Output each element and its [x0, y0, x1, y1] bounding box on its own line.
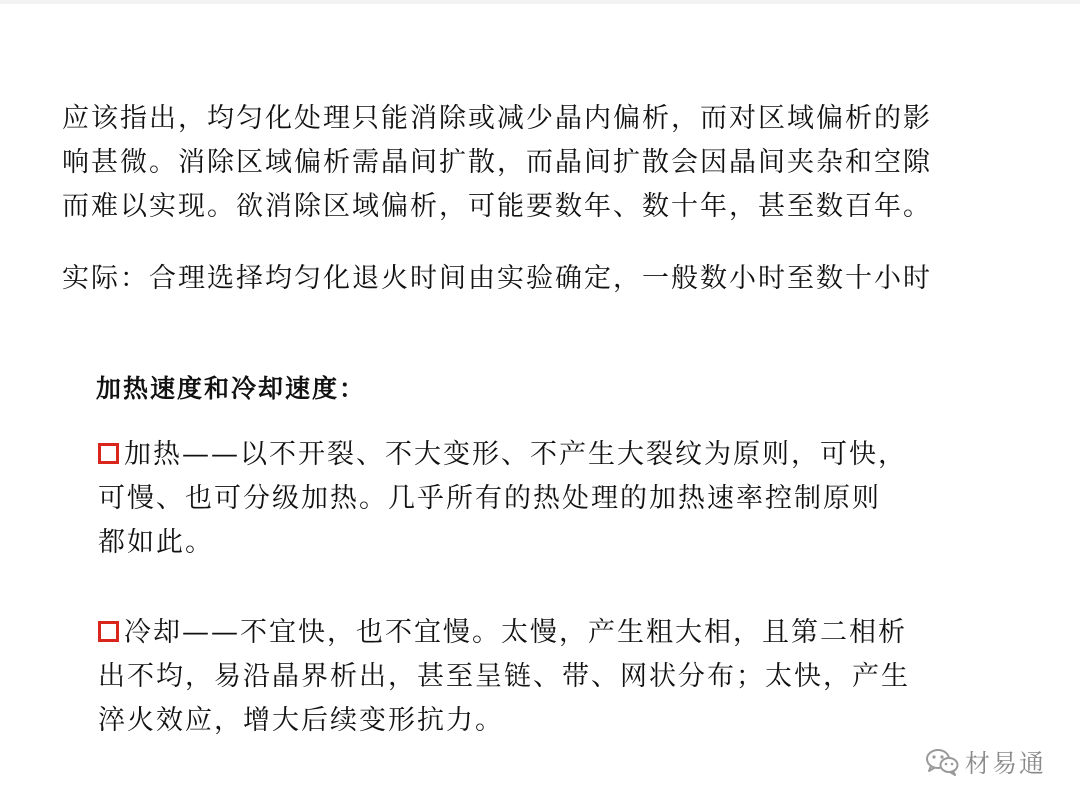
- cooling-block: [98, 611, 910, 743]
- section-title: 加热速度和冷却速度：: [96, 374, 367, 403]
- watermark-text: 材易通: [964, 749, 1046, 778]
- heating-line-text: 加热——以不开裂、不大变形、不产生大裂纹为原则，可快，: [124, 439, 907, 470]
- heating-block: [98, 433, 907, 565]
- heating-line: [98, 433, 907, 477]
- intro-line: 应该指出，均匀化处理只能消除或减少晶内偏析，而对区域偏析的影: [62, 103, 932, 134]
- heating-line: 都如此。: [98, 527, 214, 558]
- practice-line: 实际：合理选择均匀化退火时间由实验确定，一般数小时至数十小时: [62, 263, 932, 294]
- intro-line: 响甚微。消除区域偏析需晶间扩散，而晶间扩散会因晶间夹杂和空隙: [62, 147, 932, 178]
- intro-line: 而难以实现。欲消除区域偏析，可能要数年、数十年，甚至数百年。: [62, 191, 932, 222]
- cooling-line-text: 冷却——不宜快，也不宜慢。太慢，产生粗大相，且第二相析: [124, 617, 907, 648]
- square-bullet-icon: [98, 443, 119, 464]
- top-border: [0, 0, 1080, 4]
- wechat-icon: [925, 748, 959, 776]
- cooling-line: 出不均，易沿晶界析出，甚至呈链、带、网状分布；太快，产生: [98, 661, 910, 692]
- cooling-line: 淬火效应，增大后续变形抗力。: [98, 705, 504, 736]
- heating-line: 可慢、也可分级加热。几乎所有的热处理的加热速率控制原则: [98, 483, 881, 514]
- practice-paragraph: [62, 257, 932, 301]
- watermark: [925, 744, 1046, 780]
- square-bullet-icon: [98, 621, 119, 642]
- cooling-line: [98, 611, 910, 655]
- intro-paragraph: [62, 97, 932, 229]
